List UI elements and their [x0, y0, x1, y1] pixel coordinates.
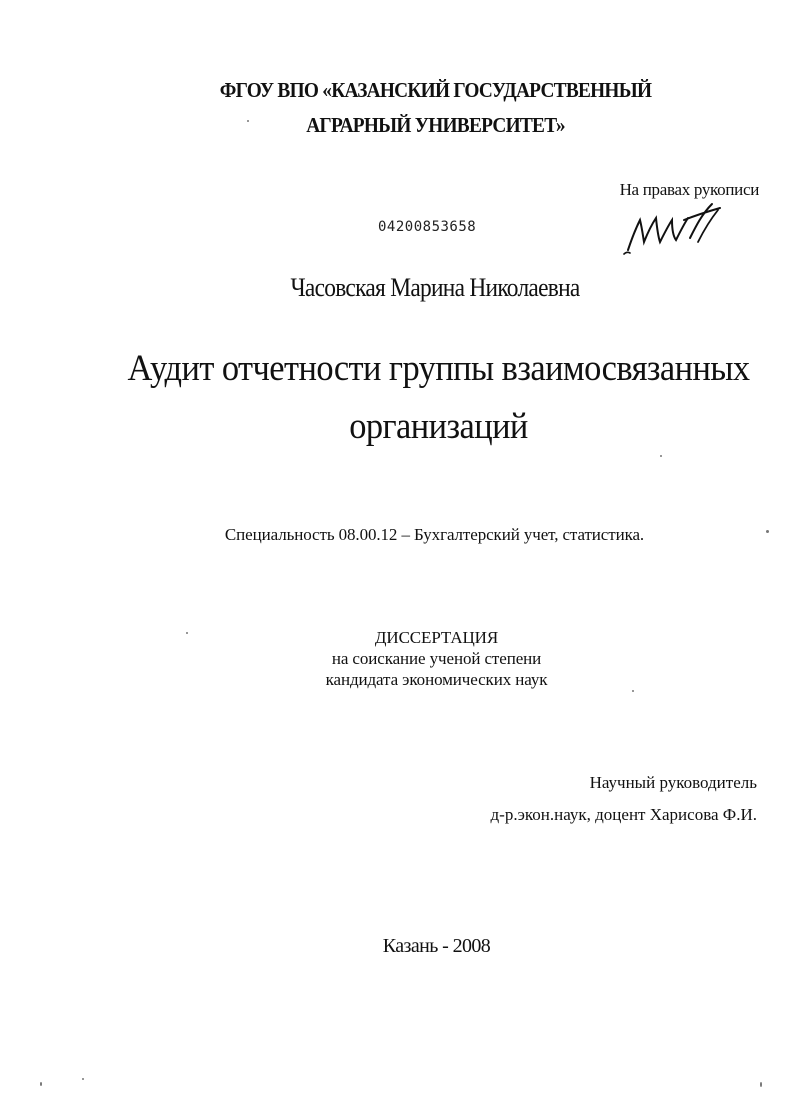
scan-speck: [632, 690, 634, 692]
degree-purpose-line-2: кандидата экономических наук: [325, 670, 548, 689]
scan-speck: [186, 632, 188, 634]
scan-speck: [660, 455, 662, 457]
dissertation-title-line-2: организаций: [349, 406, 528, 447]
signature-icon: [620, 198, 730, 258]
specialty: Специальность 08.00.12 – Бухгалтерский учет, статистика.: [224, 525, 645, 544]
manuscript-rights-note: На правах рукописи: [619, 180, 759, 199]
degree-purpose-line-1: на соискание ученой степени: [331, 649, 542, 668]
dissertation-type: ДИССЕРТАЦИЯ: [374, 628, 499, 647]
author-name: Часовская Марина Николаевна: [290, 273, 580, 302]
city-year: Казань - 2008: [382, 935, 491, 957]
institution-line-1: ФГОУ ВПО «КАЗАНСКИЙ ГОСУДАРСТВЕННЫЙ: [219, 78, 652, 102]
catalog-number: 04200853658: [378, 219, 477, 235]
advisor-label: Научный руководитель: [589, 773, 757, 792]
scan-speck: [40, 1082, 42, 1086]
scan-speck: [766, 530, 769, 533]
dissertation-title-line-1: Аудит отчетности группы взаимосвязанных: [127, 348, 750, 389]
scan-speck: [247, 120, 249, 122]
institution-line-2: АГРАРНЫЙ УНИВЕРСИТЕТ»: [306, 113, 565, 137]
scan-speck: [82, 1078, 84, 1080]
scan-speck: [760, 1082, 762, 1087]
advisor-name: д-р.экон.наук, доцент Харисова Ф.И.: [490, 805, 757, 824]
